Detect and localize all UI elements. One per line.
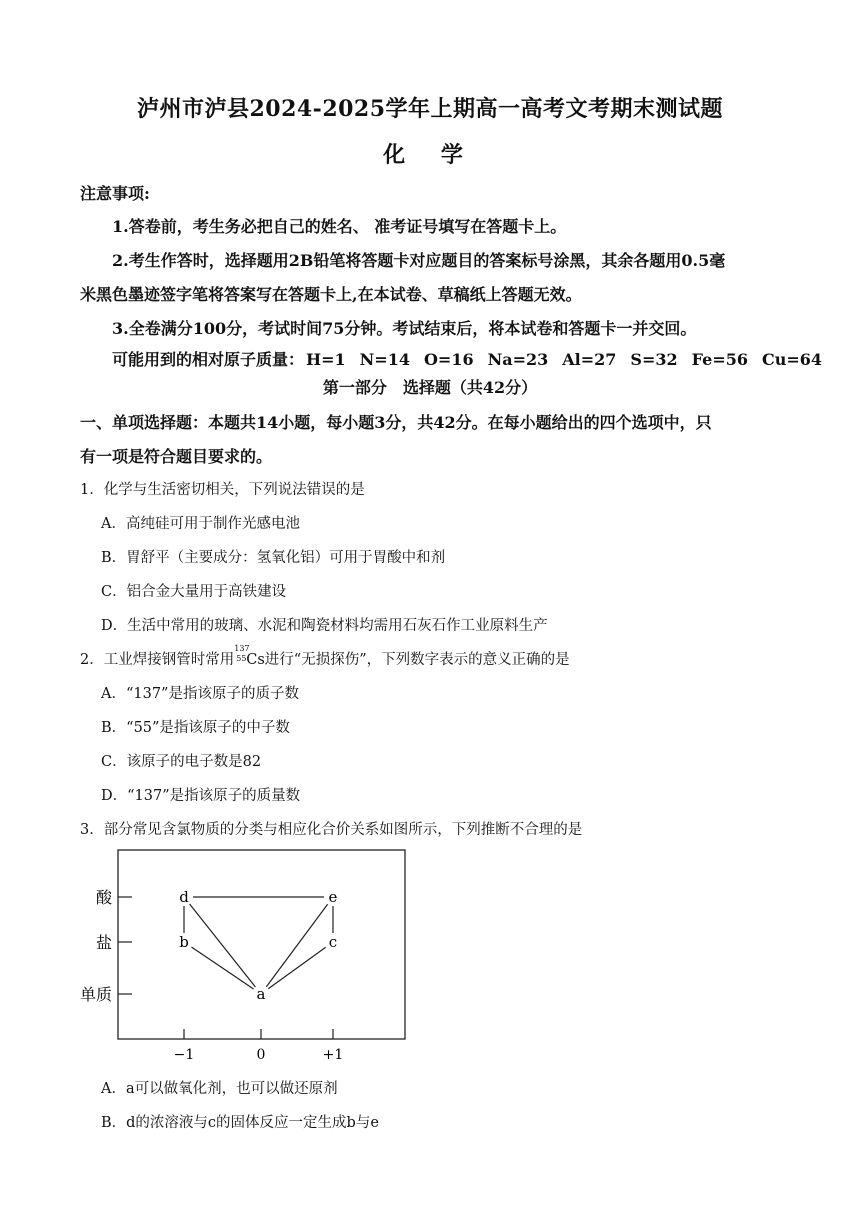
- q2-stem-post: 进行“无损探伤”，下列数字表示的意义正确的是: [264, 652, 570, 668]
- mass-fe: Fe=56: [691, 350, 748, 369]
- edge-c-a: [268, 947, 325, 988]
- exam-title: 泸州市泸县2024-2025学年上期高一高考文考期末测试题: [136, 96, 724, 122]
- y-category-label: 单质: [79, 985, 112, 1004]
- q1-option-c: C．铝合金大量用于高铁建设: [101, 584, 287, 600]
- part1-heading: 第一部分 选择题（共42分）: [322, 378, 538, 397]
- q1-stem: 1．化学与生活密切相关，下列说法错误的是: [80, 482, 365, 498]
- q1-option-b: B．胃舒平（主要成分：氢氧化铝）可用于胃酸中和剂: [101, 550, 446, 566]
- q3-stem: 3．部分常见含氯物质的分类与相应化合价关系如图所示，下列推断不合理的是: [80, 822, 583, 838]
- q2-stem: [80, 644, 570, 669]
- mass-cu: Cu=64: [762, 350, 823, 369]
- mass-na: Na=23: [487, 350, 549, 369]
- q2-option-b: B．“55”是指该原子的中子数: [101, 720, 290, 736]
- q2-stem-pre: 2．工业焊接钢管时常用: [80, 652, 235, 668]
- y-category-label: 盐: [95, 933, 112, 952]
- notice-item-2b: 米黑色墨迹签字笔将答案写在答题卡上,在本试卷、草稿纸上答题无效。: [80, 285, 582, 304]
- section-heading-a: 一、单项选择题：本题共14小题，每小题3分，共42分。在每小题给出的四个选项中，只: [80, 413, 712, 432]
- chlorine-valence-diagram: [70, 840, 420, 1070]
- x-tick-label: +1: [322, 1047, 344, 1063]
- isotope-z: 55: [236, 654, 247, 663]
- edge-b-a: [191, 947, 253, 989]
- isotope-mass: 137: [234, 644, 250, 653]
- q2-option-a: A．“137”是指该原子的质子数: [101, 686, 299, 702]
- notice-item-1: 1.答卷前，考生务必把自己的姓名、 准考证号填写在答题卡上。: [112, 217, 567, 236]
- notice-item-2a: 2.考生作答时，选择题用2B铅笔将答题卡对应题目的答案标号涂黑，其余各题用0.5毫: [112, 251, 726, 270]
- mass-s: S=32: [630, 350, 678, 369]
- x-tick-label: 0: [256, 1047, 266, 1063]
- node-e: e: [328, 888, 338, 906]
- section-heading-b: 有一项是符合题目要求的。: [80, 447, 273, 466]
- q1-option-a: A．高纯硅可用于制作光感电池: [101, 516, 300, 532]
- mass-al: Al=27: [562, 350, 617, 369]
- node-a: a: [256, 985, 266, 1003]
- diagram-frame: [118, 850, 405, 1039]
- edge-d-a: [190, 904, 256, 987]
- isotope-notation: [234, 644, 250, 663]
- node-c: c: [328, 933, 338, 951]
- mass-n: N=14: [359, 350, 410, 369]
- y-category-label: 酸: [95, 888, 112, 907]
- q2-option-c: C．该原子的电子数是82: [101, 754, 262, 770]
- node-b: b: [179, 933, 189, 951]
- q1-option-d: D．生活中常用的玻璃、水泥和陶瓷材料均需用石灰石作工业原料生产: [101, 618, 548, 634]
- mass-o: O=16: [423, 350, 474, 369]
- q3-option-b: B．d的浓溶液与c的固体反应一定生成b与e: [101, 1115, 379, 1131]
- notice-item-3: 3.全卷满分100分，考试时间75分钟。考试结束后，将本试卷和答题卡一并交回。: [112, 319, 697, 338]
- q3-option-a: A．a可以做氧化剂，也可以做还原剂: [101, 1081, 338, 1097]
- atomic-mass-label: 可能用到的相对原子质量：: [112, 350, 305, 369]
- exam-subject: 化 学: [383, 142, 477, 168]
- q2-option-d: D．“137”是指该原子的质量数: [101, 788, 301, 804]
- node-d: d: [179, 888, 189, 906]
- isotope-symbol: Cs: [246, 652, 265, 668]
- notice-heading: 注意事项:: [80, 184, 150, 203]
- mass-h: H=1: [306, 350, 346, 369]
- x-tick-label: −1: [173, 1047, 195, 1063]
- edge-e-a: [266, 904, 327, 987]
- atomic-mass-line: [112, 347, 822, 370]
